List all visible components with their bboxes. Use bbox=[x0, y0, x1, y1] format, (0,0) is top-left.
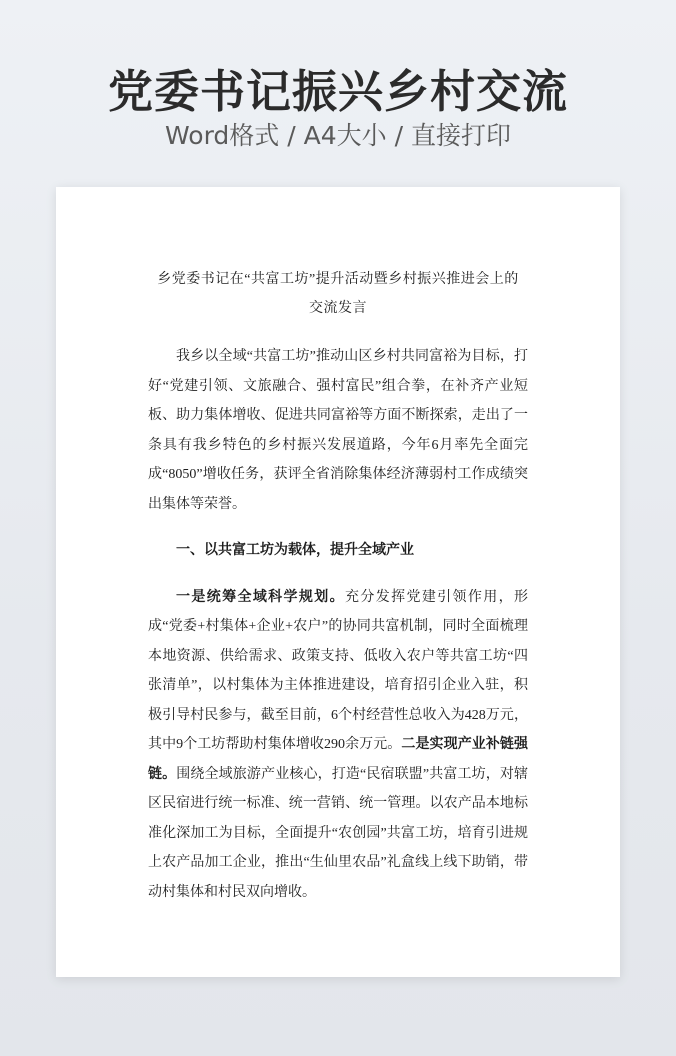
intro-paragraph: 我乡以全域“共富工坊”推动山区乡村共同富裕为目标，打好“党建引领、文旅融合、强村富民”组合拳，在补齐产业短板、助力集体增收、促进共同富裕等方面不断探索，走出了一条具有我乡特色的乡村振兴发展道路，今年6月率先全面完成“8050”增收任务，获评全省消除集体经济薄弱村工作成绩突出集体等荣誉。 bbox=[148, 349, 528, 512]
point2-lead: 二是实现产业补链强链。 bbox=[148, 737, 529, 782]
banner-subtitle: Word格式 / A4大小 / 直接打印 bbox=[165, 121, 511, 150]
document-page bbox=[56, 187, 620, 977]
section-heading: 一、以共富工坊为载体，提升全域产业 bbox=[176, 543, 414, 558]
document-title-line1: 乡党委书记在“共富工坊”提升活动暨乡村振兴推进会上的 bbox=[157, 272, 519, 287]
section-paragraph bbox=[148, 583, 528, 908]
document-body bbox=[148, 342, 528, 907]
banner-title: 党委书记振兴乡村交流 bbox=[107, 65, 568, 118]
point1-text: 充分发挥党建引领作用，形成“党委+村集体+企业+农户”的协同共富机制，同时全面梳理本地资源、供给需求、政策支持、低收入农户等共富工坊“四张清单”，以村集体为主体推进建设，培育招引企业入驻，积极引导村民参与，截至目前，6个村经营性总收入为428万元，其中9个工坊帮助村集体增收290余万元。 bbox=[148, 589, 528, 752]
point2-text: 围绕全域旅游产业核心，打造“民宿联盟”共富工坊，对辖区民宿进行统一标准、统一营销、统一管理。以农产品本地标准化深加工为目标，全面提升“农创园”共富工坊，培育引进规上农产品加工企业，推出“生仙里农品”礼盒线上线下助销，带动村集体和村民双向增收。 bbox=[148, 766, 528, 900]
document-title bbox=[116, 265, 560, 323]
document-title-line2: 交流发言 bbox=[309, 301, 367, 316]
point1-lead: 一是统筹全域科学规划。 bbox=[176, 589, 345, 605]
